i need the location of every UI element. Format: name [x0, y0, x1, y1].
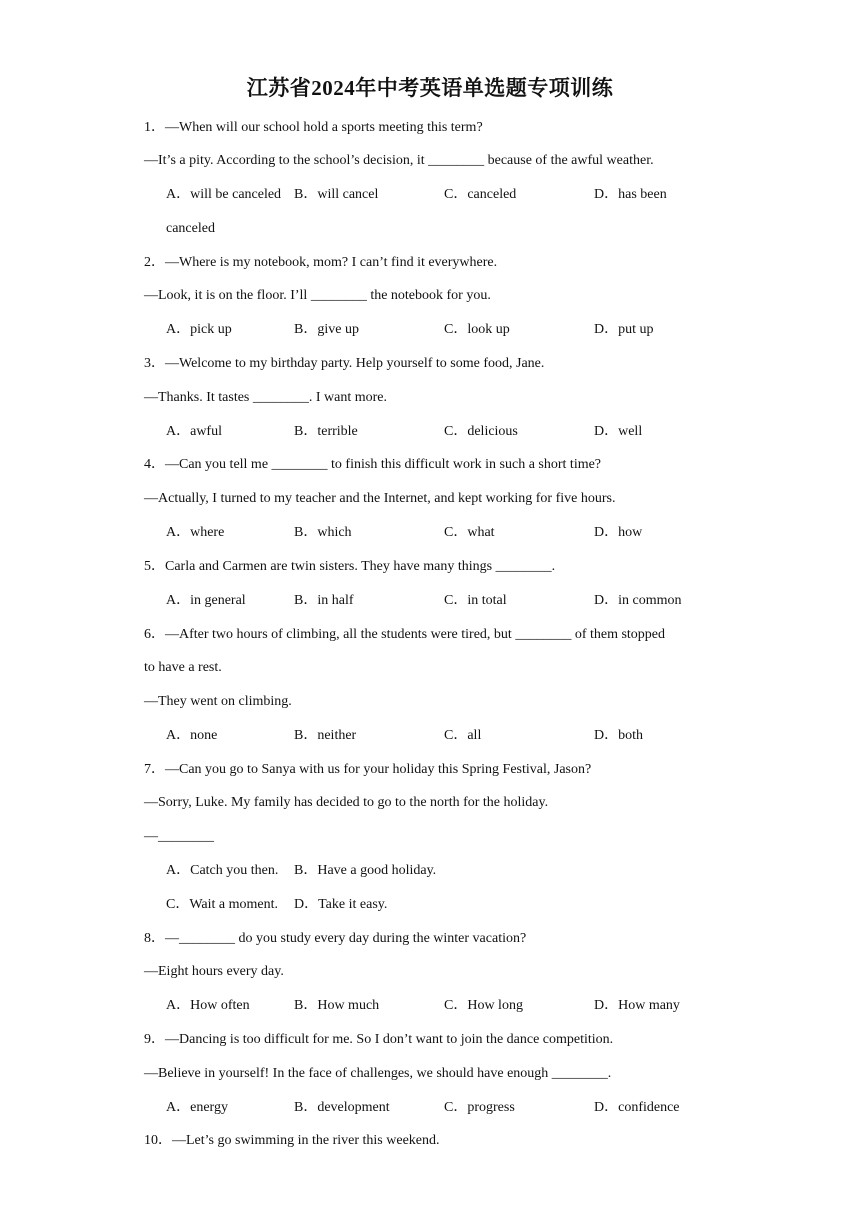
- question-1-stem: 1．—When will our school hold a sports meeting this term?: [144, 120, 483, 135]
- page-title: 江苏省2024年中考英语单选题专项训练: [246, 76, 614, 100]
- question-2-option-b: B．give up: [294, 322, 359, 337]
- question-8-option-b: B．How much: [294, 998, 380, 1013]
- question-6-answer-line: —They went on climbing.: [144, 694, 292, 709]
- question-3-option-b: B．terrible: [294, 424, 358, 439]
- question-1-option-c: C．canceled: [444, 187, 517, 202]
- question-3-option-d: D．well: [594, 424, 643, 439]
- question-9-option-a: A．energy: [166, 1100, 228, 1115]
- question-8-answer-line: —Eight hours every day.: [144, 964, 284, 979]
- question-6-option-a: A．none: [166, 728, 218, 743]
- question-4-option-d: D．how: [594, 525, 643, 540]
- question-4-answer-line: —Actually, I turned to my teacher and the Internet, and kept working for five hours.: [144, 491, 616, 506]
- question-1-option-a: A．will be canceled: [166, 187, 282, 202]
- question-2-answer-line: —Look, it is on the floor. I’ll ________ the notebook for you.: [144, 288, 491, 303]
- question-9-option-c: C．progress: [444, 1100, 515, 1115]
- question-7-option-d: D．Take it easy.: [294, 897, 388, 912]
- question-10-stem: 10．—Let’s go swimming in the river this weekend.: [144, 1133, 440, 1148]
- question-1-option-d: D．has been: [594, 187, 667, 202]
- question-9-option-d: D．confidence: [594, 1100, 680, 1115]
- question-7-option-c: C．Wait a moment.: [166, 897, 279, 912]
- question-2-option-a: A．pick up: [166, 322, 232, 337]
- question-3-answer-line: —Thanks. It tastes ________. I want more.: [144, 390, 388, 405]
- question-9-option-b: B．development: [294, 1100, 390, 1115]
- question-5-option-b: B．in half: [294, 593, 354, 608]
- question-8-option-a: A．How often: [166, 998, 250, 1013]
- question-6-stem-continued: to have a rest.: [144, 660, 222, 675]
- question-1-option-b: B．will cancel: [294, 187, 379, 202]
- question-7-option-b: B．Have a good holiday.: [294, 863, 437, 878]
- question-6-option-b: B．neither: [294, 728, 357, 743]
- question-9-stem: 9．—Dancing is too difficult for me. So I don’t want to join the dance competition.: [144, 1032, 614, 1047]
- question-4-option-a: A．where: [166, 525, 225, 540]
- question-3-option-c: C．delicious: [444, 424, 518, 439]
- question-8-option-c: C．How long: [444, 998, 523, 1013]
- question-9-answer-line: —Believe in yourself! In the face of challenges, we should have enough ________.: [144, 1066, 612, 1081]
- question-4-option-b: B．which: [294, 525, 352, 540]
- question-3-option-a: A．awful: [166, 424, 222, 439]
- question-1-option-d-continued: canceled: [166, 221, 215, 236]
- question-5-option-a: A．in general: [166, 593, 246, 608]
- question-7-stem: 7．—Can you go to Sanya with us for your holiday this Spring Festival, Jason?: [144, 762, 592, 777]
- question-5-option-c: C．in total: [444, 593, 507, 608]
- question-2-option-d: D．put up: [594, 322, 654, 337]
- question-4-stem: 4．—Can you tell me ________ to finish this difficult work in such a short time?: [144, 457, 602, 472]
- question-2-stem: 2．—Where is my notebook, mom? I can’t find it everywhere.: [144, 255, 498, 270]
- question-6-option-c: C．all: [444, 728, 482, 743]
- question-1-answer-line: —It’s a pity. According to the school’s decision, it ________ because of the awful weather.: [144, 153, 654, 168]
- question-2-option-c: C．look up: [444, 322, 510, 337]
- question-6-option-d: D．both: [594, 728, 643, 743]
- question-7-option-a: A．Catch you then.: [166, 863, 279, 878]
- question-8-option-d: D．How many: [594, 998, 680, 1013]
- question-3-stem: 3．—Welcome to my birthday party. Help yourself to some food, Jane.: [144, 356, 545, 371]
- question-5-stem: 5．Carla and Carmen are twin sisters. They have many things ________.: [144, 559, 556, 574]
- question-5-option-d: D．in common: [594, 593, 682, 608]
- question-8-stem: 8．—________ do you study every day during the winter vacation?: [144, 931, 527, 946]
- question-7-blank-line: —________: [144, 829, 214, 844]
- question-6-stem: 6．—After two hours of climbing, all the students were tired, but ________ of them stopped: [144, 627, 666, 642]
- question-4-option-c: C．what: [444, 525, 495, 540]
- question-7-reply-line: —Sorry, Luke. My family has decided to go to the north for the holiday.: [144, 795, 549, 810]
